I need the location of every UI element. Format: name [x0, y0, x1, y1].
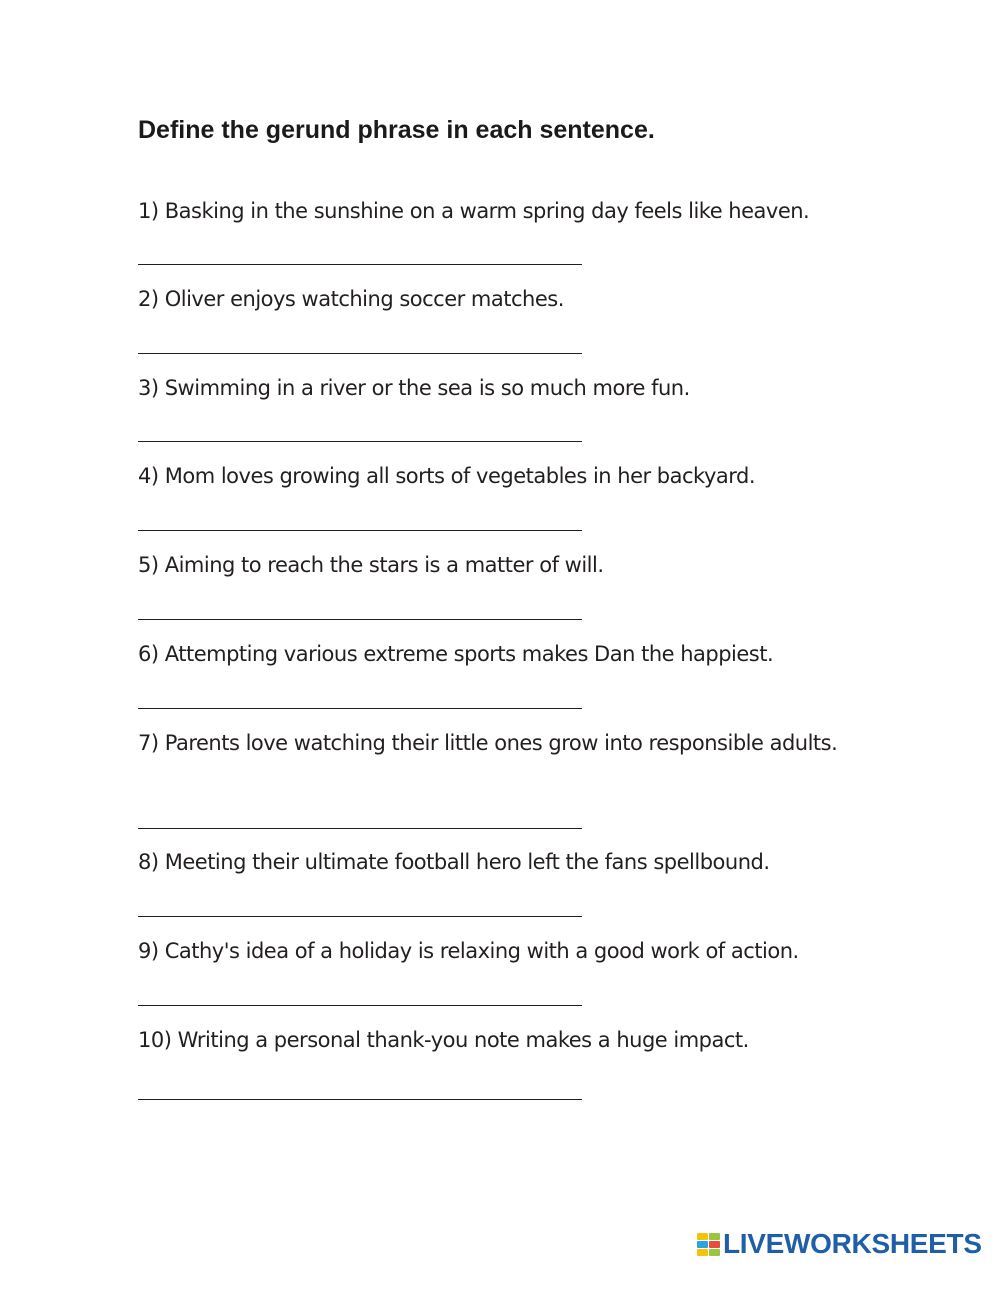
liveworksheets-logo — [697, 1229, 982, 1259]
question-text: 4) Mom loves growing all sorts of vegetables in her backyard. — [138, 464, 756, 488]
question-text: 7) Parents love watching their little ones grow into responsible adults. — [138, 731, 838, 755]
question-text: 8) Meeting their ultimate football hero left the fans spellbound. — [138, 850, 770, 874]
answer-line[interactable] — [138, 1099, 582, 1100]
answer-line[interactable] — [138, 619, 582, 620]
answer-line[interactable] — [138, 353, 582, 354]
answer-line[interactable] — [138, 441, 582, 442]
logo-blocks-icon — [697, 1231, 721, 1257]
question-text: 10) Writing a personal thank-you note makes a huge impact. — [138, 1028, 749, 1052]
question-text: 2) Oliver enjoys watching soccer matches. — [138, 287, 564, 311]
question-text: 3) Swimming in a river or the sea is so much more fun. — [138, 376, 690, 400]
question-text: 1) Basking in the sunshine on a warm spring day feels like heaven. — [138, 199, 810, 223]
worksheet-title: Define the gerund phrase in each sentence. — [138, 116, 655, 144]
answer-line[interactable] — [138, 916, 582, 917]
answer-line[interactable] — [138, 828, 582, 829]
question-text: 6) Attempting various extreme sports makes Dan the happiest. — [138, 642, 774, 666]
question-text: 9) Cathy's idea of a holiday is relaxing with a good work of action. — [138, 939, 799, 963]
question-text: 5) Aiming to reach the stars is a matter of will. — [138, 553, 604, 577]
answer-line[interactable] — [138, 708, 582, 709]
answer-line[interactable] — [138, 264, 582, 265]
answer-line[interactable] — [138, 530, 582, 531]
brand-name: LIVEWORKSHEETS — [723, 1228, 982, 1259]
answer-line[interactable] — [138, 1005, 582, 1006]
